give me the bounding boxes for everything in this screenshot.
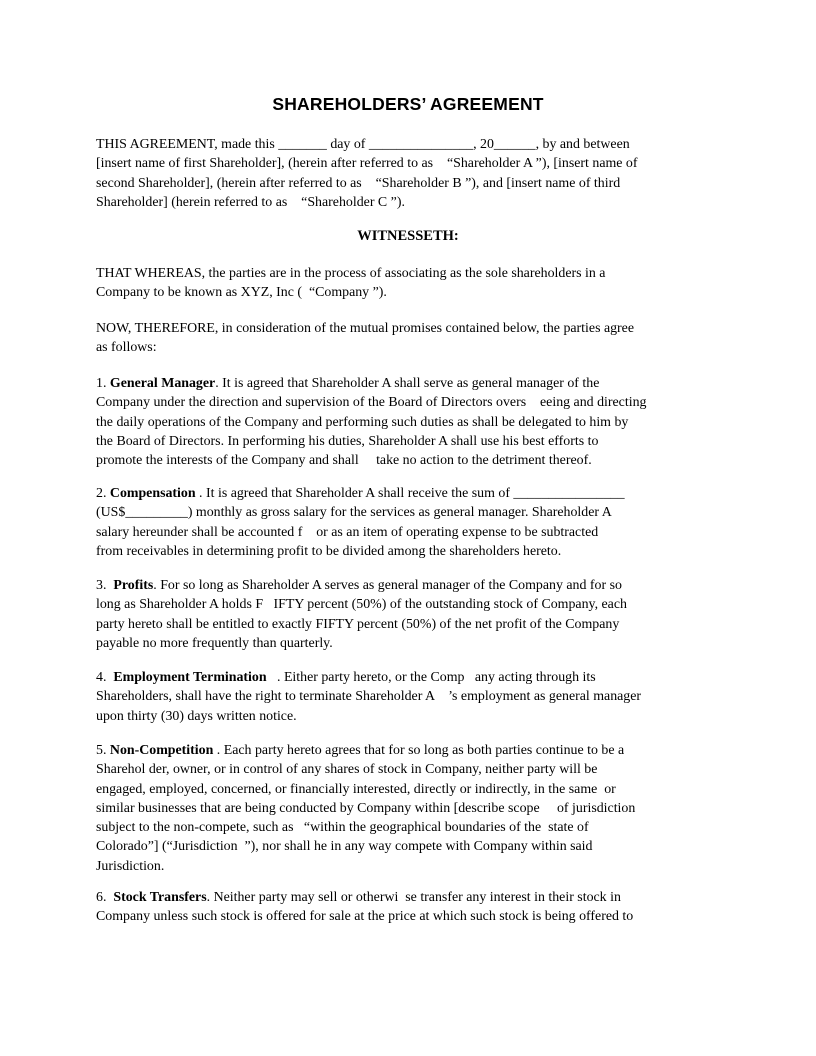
text-line: similar businesses that are being conducted by Company within [describe scope of jurisdiction <box>96 800 636 816</box>
section-number: 5. <box>96 743 107 758</box>
text-line: from receivables in determining profit to be divided among the shareholders hereto. <box>96 543 562 559</box>
section-heading: Compensation <box>109 486 196 501</box>
intro-paragraph <box>96 135 706 212</box>
text-line: engaged, employed, concerned, or financially interested, directly or indirectly, in the same or <box>96 781 616 797</box>
section-text: . Neither party may sell or otherwi se transfer any interest in their stock in <box>206 890 621 905</box>
section-non-competition <box>96 741 706 876</box>
text-line: NOW, THEREFORE, in consideration of the mutual promises contained below, the parties agree <box>96 321 635 336</box>
section-general-manager <box>96 374 706 470</box>
section-first-line <box>96 374 706 393</box>
text-line: THIS AGREEMENT, made this _______ day of _______________, 20______, by and between <box>96 137 630 152</box>
section-text: . Either party hereto, or the Comp any acting through its <box>266 670 596 685</box>
section-compensation <box>96 484 706 561</box>
section-first-line <box>96 741 706 760</box>
text-line: [insert name of first Shareholder], (herein after referred to as “Shareholder A ”), [insert name of <box>96 156 638 172</box>
text-line: salary hereunder shall be accounted f or as an item of operating expense to be subtracted <box>96 524 599 540</box>
text-line: Colorado”] (“Jurisdiction ”), nor shall he in any way compete with Company within said <box>96 839 593 855</box>
text-line: upon thirty (30) days written notice. <box>96 708 297 724</box>
section-text: . It is agreed that Shareholder A shall serve as general manager of the <box>215 376 600 391</box>
section-heading: Profits <box>113 578 154 593</box>
section-profits <box>96 576 706 653</box>
section-number: 1. <box>96 376 107 391</box>
witnesseth-heading: WITNESSETH: <box>357 228 459 244</box>
text-line: as follows: <box>96 340 157 356</box>
text-line: Jurisdiction. <box>96 858 165 874</box>
text-line: Company unless such stock is offered for sale at the price at which such stock is being offered to <box>96 909 634 925</box>
text-line: Company to be known as XYZ, Inc ( “Company ”). <box>96 285 387 301</box>
text-line: (US$_________) monthly as gross salary for the services as general manager. Shareholder A <box>96 505 612 521</box>
text-line: Company under the direction and supervision of the Board of Directors overs eeing and directing <box>96 395 647 411</box>
section-heading: Employment Termination <box>113 670 267 685</box>
text-line: THAT WHEREAS, the parties are in the process of associating as the sole shareholders in a <box>96 266 606 281</box>
text-line: second Shareholder], (herein after referred to as “Shareholder B ”), and [insert name of third <box>96 175 621 191</box>
text-line: subject to the non-compete, such as “within the geographical boundaries of the state of <box>96 820 589 836</box>
text-line: Sharehol der, owner, or in control of any shares of stock in Company, neither party will be <box>96 762 598 778</box>
text-line: the Board of Directors. In performing his duties, Shareholder A shall use his best efforts to <box>96 433 599 449</box>
section-text: . It is agreed that Shareholder A shall receive the sum of ________________ <box>195 486 625 501</box>
text-line: Shareholders, shall have the right to terminate Shareholder A ’s employment as general manager <box>96 689 642 705</box>
now-therefore-paragraph <box>96 319 706 358</box>
section-heading: General Manager <box>109 376 216 391</box>
section-first-line <box>96 888 706 907</box>
section-employment-termination <box>96 668 706 726</box>
section-number: 6. <box>96 890 110 905</box>
section-heading: Stock Transfers <box>113 890 207 905</box>
section-first-line <box>96 484 706 503</box>
section-number: 3. <box>96 578 110 593</box>
section-text: . Each party hereto agrees that for so long as both parties continue to be a <box>213 743 625 758</box>
text-line: payable no more frequently than quarterly. <box>96 635 333 651</box>
text-line: Shareholder] (herein referred to as “Shareholder C ”). <box>96 194 405 210</box>
text-line: the daily operations of the Company and performing such duties as shall be delegated to him by <box>96 414 629 430</box>
text-line: promote the interests of the Company and shall take no action to the detriment thereof. <box>96 453 592 469</box>
text-line: long as Shareholder A holds F IFTY percent (50%) of the outstanding stock of Company, each <box>96 597 627 613</box>
section-text: . For so long as Shareholder A serves as general manager of the Company and for so <box>153 578 622 593</box>
section-stock-transfers <box>96 888 706 927</box>
section-first-line <box>96 668 706 687</box>
document-title: SHAREHOLDERS’ AGREEMENT <box>272 94 544 114</box>
section-heading: Non-Competition <box>109 743 214 758</box>
whereas-paragraph <box>96 264 706 303</box>
section-number: 4. <box>96 670 110 685</box>
section-first-line <box>96 576 706 595</box>
text-line: party hereto shall be entitled to exactly FIFTY percent (50%) of the net profit of the Company <box>96 616 620 632</box>
section-number: 2. <box>96 486 107 501</box>
